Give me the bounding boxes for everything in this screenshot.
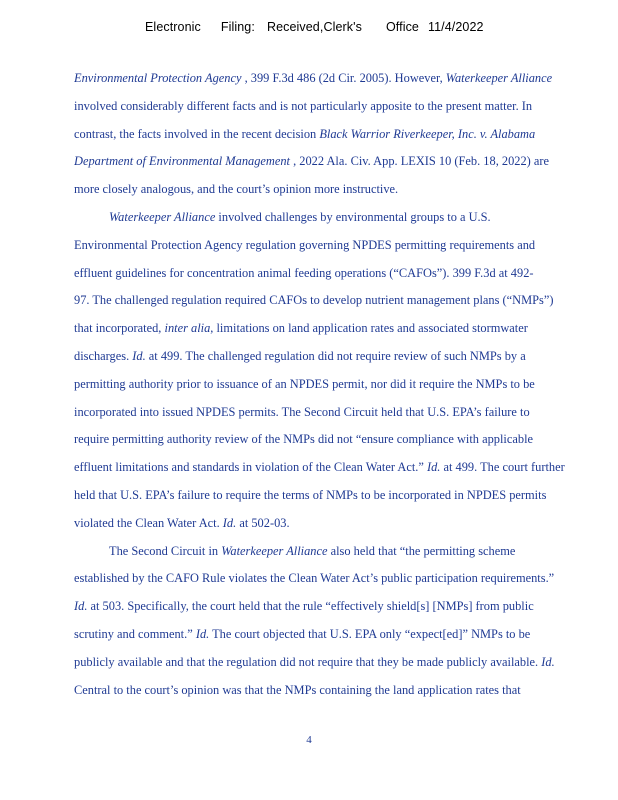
header-filing: Filing:	[220, 20, 255, 34]
text-span: at 502-03.	[236, 515, 290, 530]
text-line	[74, 68, 594, 96]
header-clerks: Clerk's	[323, 20, 362, 34]
italic-text-span: Waterkeeper Alliance	[221, 543, 328, 558]
text-span: effluent guidelines for concentration animal feeding operations (“CAFOs”). 399 F.3d at 492-	[74, 265, 534, 280]
text-line	[74, 596, 594, 624]
text-line	[74, 263, 594, 291]
text-span: Central to the court’s opinion was that the NMPs containing the land application rates that	[74, 682, 521, 697]
text-span: publicly available and that the regulation did not require that they be made publicly available.	[74, 654, 542, 669]
text-line	[74, 290, 594, 318]
text-span: at 499. The court further	[440, 460, 565, 475]
text-span: violated the Clean Water Act.	[74, 515, 223, 530]
italic-text-span: Id.	[132, 348, 146, 363]
text-line	[74, 151, 594, 179]
text-line	[74, 124, 594, 152]
text-line	[74, 568, 594, 596]
italic-text-span: Environmental Protection Agency	[74, 71, 242, 85]
text-line	[74, 513, 594, 541]
document-body	[74, 68, 594, 707]
text-line	[74, 207, 594, 235]
text-span: involved challenges by environmental groups to a U.S.	[215, 209, 491, 224]
text-span: , 2022 Ala. Civ. App. LEXIS 10 (Feb. 18, 2022) are	[290, 154, 550, 169]
text-line	[74, 485, 594, 513]
filing-header	[145, 20, 484, 34]
text-span: involved considerably different facts and is not particularly apposite to the present matter. In	[74, 98, 533, 113]
text-line	[74, 346, 594, 374]
text-span: incorporated into issued NPDES permits. The Second Circuit held that U.S. EPA’s failure to	[74, 404, 530, 419]
italic-text-span: Id.	[541, 654, 555, 669]
text-span: established by the CAFO Rule violates the Clean Water Act’s public participation requirements.”	[74, 571, 555, 586]
italic-text-span: Id.	[74, 599, 88, 614]
text-line	[74, 652, 594, 680]
text-line	[74, 374, 594, 402]
text-line	[74, 402, 594, 430]
text-span: The court objected that U.S. EPA only “expect[ed]” NMPs to be	[209, 626, 531, 641]
text-span: , limitations on land application rates and associated stormwater	[210, 321, 528, 336]
italic-text-span: Black Warrior Riverkeeper, Inc. v. Alabama	[319, 126, 536, 141]
text-line	[74, 235, 594, 263]
text-line	[74, 179, 594, 207]
italic-text-span: Id.	[195, 626, 210, 641]
italic-text-span: Waterkeeper Alliance	[445, 71, 553, 85]
text-span: more closely analogous, and the court’s opinion more instructive.	[74, 182, 399, 197]
text-span: require permitting authority review of the NMPs did not “ensure compliance with applicable	[74, 432, 534, 447]
text-span: contrast, the facts involved in the recent decision	[74, 126, 320, 141]
header-electronic: Electronic	[145, 20, 201, 34]
text-span: at 503. Specifically, the court held that the rule “effectively shield[s] [NMPs] from public	[87, 599, 534, 614]
italic-text-span: Department of Environmental Management	[74, 154, 290, 169]
page-number: 4	[306, 734, 312, 746]
text-line	[74, 429, 594, 457]
italic-text-span: Id.	[222, 515, 237, 530]
text-line	[74, 96, 594, 124]
text-span: at 499. The challenged regulation did not require review of such NMPs by a	[145, 348, 526, 363]
header-office: Office	[385, 20, 419, 34]
text-line	[74, 541, 594, 569]
text-span: The Second Circuit in	[109, 543, 222, 558]
text-span: 97. The challenged regulation required CAFOs to develop nutrient management plans (“NMPs”)	[74, 293, 554, 308]
text-span: effluent limitations and standards in violation of the Clean Water Act.”	[74, 460, 427, 475]
italic-text-span: Id.	[426, 460, 441, 475]
italic-text-span: Waterkeeper Alliance	[109, 209, 216, 224]
text-span: also held that “the permitting scheme	[327, 543, 516, 558]
text-span: that incorporated,	[74, 321, 165, 336]
italic-text-span: inter alia	[164, 321, 211, 336]
text-span: scrutiny and comment.”	[74, 626, 196, 641]
text-span: permitting authority prior to issuance of an NPDES permit, nor did it require the NMPs to be	[74, 376, 535, 391]
text-span: Environmental Protection Agency regulation governing NPDES permitting requirements and	[74, 237, 536, 252]
text-line	[74, 624, 594, 652]
text-line	[74, 680, 594, 708]
text-span: , 399 F.3d 486 (2d Cir. 2005). However,	[241, 71, 446, 85]
header-received: Received,	[266, 20, 324, 34]
text-line	[74, 318, 594, 346]
text-span: held that U.S. EPA’s failure to require the terms of NMPs to be incorporated in NPDES permits	[74, 487, 547, 502]
text-span: discharges.	[74, 348, 133, 363]
header-date: 11/4/2022	[427, 20, 484, 34]
text-line	[74, 457, 594, 485]
